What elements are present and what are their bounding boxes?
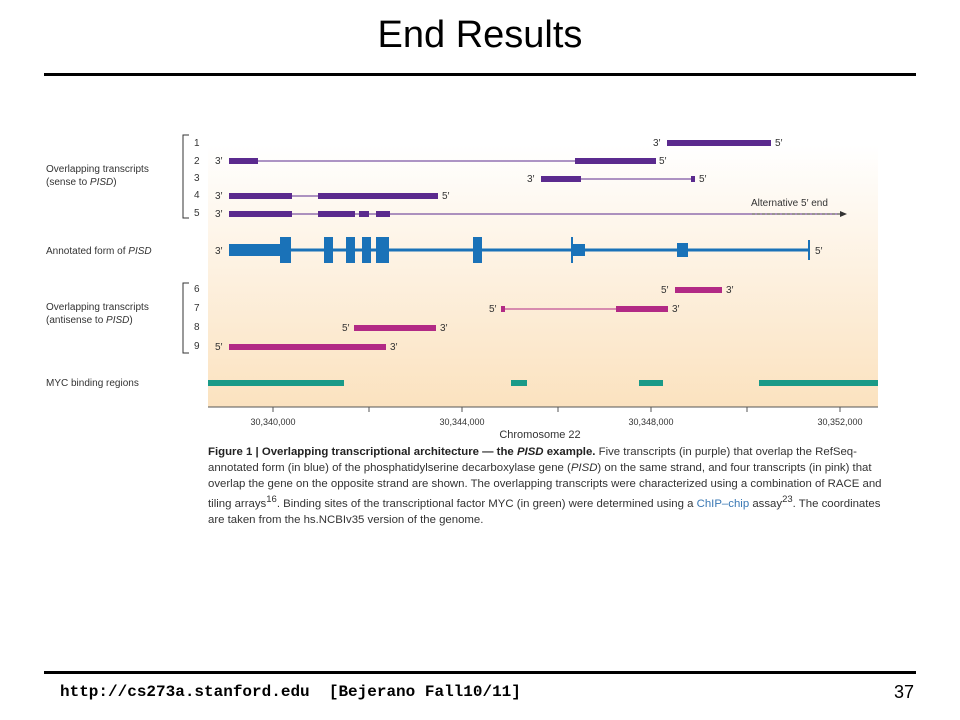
- transcript-5-exon: [318, 211, 355, 217]
- transcript-2-exon: [575, 158, 656, 164]
- transcript-7-exon: [616, 306, 668, 312]
- pisd-5prime-tick: [808, 240, 810, 260]
- transcript-3-exon: [541, 176, 581, 182]
- footer-course: [Bejerano Fall10/11]: [328, 683, 521, 701]
- transcript-2-5prime: 5′: [659, 156, 667, 167]
- pisd-exon: [362, 237, 371, 263]
- transcript-3-3prime: 3′: [527, 174, 535, 185]
- transcript-8-exon: [354, 325, 436, 331]
- myc-binding-region: [639, 380, 663, 386]
- sense-label-line2: (sense to PISD): [46, 177, 117, 188]
- caption-text: assay: [749, 497, 783, 510]
- pisd-exon: [573, 244, 585, 256]
- myc-binding-region: [208, 380, 344, 386]
- transcript-4-exon: [229, 193, 292, 199]
- transcript-4-5prime: 5′: [442, 191, 450, 202]
- pisd-exon: [346, 237, 355, 263]
- antisense-label-line1: Overlapping transcripts: [46, 302, 149, 313]
- pisd-exon: [473, 237, 482, 263]
- transcript-8-5prime: 5′: [342, 323, 350, 334]
- transcript-number-2: 2: [194, 156, 200, 167]
- pisd-exon: [280, 237, 291, 263]
- pisd-exon: [229, 244, 281, 256]
- axis-tick-label: 30,344,000: [439, 417, 485, 427]
- transcript-7-exon: [501, 306, 505, 312]
- pisd-exon: [571, 237, 573, 263]
- pisd-exon: [324, 237, 333, 263]
- transcript-3-5prime: 5′: [699, 174, 707, 185]
- transcript-number-3: 3: [194, 173, 200, 184]
- antisense-bracket: [183, 283, 189, 353]
- transcript-5-3prime: 3′: [215, 209, 223, 220]
- transcript-9-3prime: 3′: [390, 342, 398, 353]
- slide-title: End Results: [377, 14, 583, 56]
- transcript-1-5prime: 5′: [775, 138, 783, 149]
- myc-binding-region: [511, 380, 527, 386]
- footer-divider: [44, 671, 916, 674]
- caption-gene: PISD: [570, 462, 598, 474]
- pisd-5prime: 5′: [815, 246, 823, 257]
- alt-end-label: Alternative 5′ end: [751, 198, 828, 209]
- footer-url[interactable]: http://cs273a.stanford.edu: [60, 683, 310, 701]
- transcript-2-3prime: 3′: [215, 156, 223, 167]
- caption-fig-label: Figure 1 |: [208, 446, 259, 458]
- sense-label-line1: Overlapping transcripts: [46, 164, 149, 175]
- caption-ref: 23: [782, 494, 793, 505]
- figure-background: [208, 145, 878, 407]
- axis-label: Chromosome 22: [499, 429, 581, 441]
- transcript-7-3prime: 3′: [672, 304, 680, 315]
- transcript-number-5: 5: [194, 208, 200, 219]
- title-divider: [44, 73, 916, 76]
- caption-bold-title: Overlapping transcriptional architecture — the PISD example.: [261, 446, 596, 458]
- transcript-3-exon: [691, 176, 695, 182]
- transcript-number-1: 1: [194, 138, 200, 149]
- myc-binding-region: [759, 380, 878, 386]
- transcript-6-exon: [675, 287, 722, 293]
- pisd-exon: [376, 237, 389, 263]
- page-number: 37: [893, 682, 914, 702]
- caption-text: . The coordinates are taken from the hs.NCBIv35 version of the genome.: [208, 497, 881, 526]
- pisd-3prime: 3′: [215, 246, 223, 257]
- axis-tick-label: 30,340,000: [250, 417, 296, 427]
- caption-text: ) on the same strand, and four transcripts (in pink) that overlap the gene on the opposite strand are shown. The overlapping transcripts were characterized using a combination of RACE and tiling arrays: [208, 462, 882, 510]
- transcript-9-5prime: 5′: [215, 342, 223, 353]
- caption-text: Five transcripts (in purple) that overlap the RefSeq-annotated form (in blue) of the phosphatidylserine decarboxylase gene (: [208, 446, 857, 474]
- transcript-2-exon: [229, 158, 258, 164]
- annotated-label: Annotated form of PISD: [46, 246, 152, 257]
- transcript-number-8: 8: [194, 322, 200, 333]
- transcript-5-exon: [359, 211, 369, 217]
- transcript-number-9: 9: [194, 341, 200, 352]
- axis-tick-label: 30,348,000: [628, 417, 674, 427]
- transcript-number-4: 4: [194, 190, 200, 201]
- transcript-5-exon: [376, 211, 390, 217]
- antisense-label-line2: (antisense to PISD): [46, 315, 133, 326]
- transcript-number-6: 6: [194, 284, 200, 295]
- caption-chip-link[interactable]: ChIP–chip: [696, 497, 750, 510]
- myc-label: MYC binding regions: [46, 378, 139, 389]
- transcript-9-exon: [229, 344, 386, 350]
- transcript-7-5prime: 5′: [489, 304, 497, 315]
- transcript-6-5prime: 5′: [661, 285, 669, 296]
- footer-text: [60, 683, 521, 701]
- caption-ref: 16: [266, 494, 277, 505]
- transcript-4-exon: [318, 193, 438, 199]
- figure-caption: [208, 444, 888, 528]
- transcript-1-3prime: 3′: [653, 138, 661, 149]
- pisd-exon: [677, 243, 688, 257]
- sense-bracket: [183, 135, 189, 218]
- transcript-5-exon: [229, 211, 292, 217]
- transcript-8-3prime: 3′: [440, 323, 448, 334]
- transcript-number-7: 7: [194, 303, 200, 314]
- axis-tick-label: 30,352,000: [817, 417, 863, 427]
- transcript-4-3prime: 3′: [215, 191, 223, 202]
- transcript-1-exon: [667, 140, 771, 146]
- transcript-6-3prime: 3′: [726, 285, 734, 296]
- caption-text: . Binding sites of the transcriptional factor MYC (in green) were determined using a: [276, 497, 697, 510]
